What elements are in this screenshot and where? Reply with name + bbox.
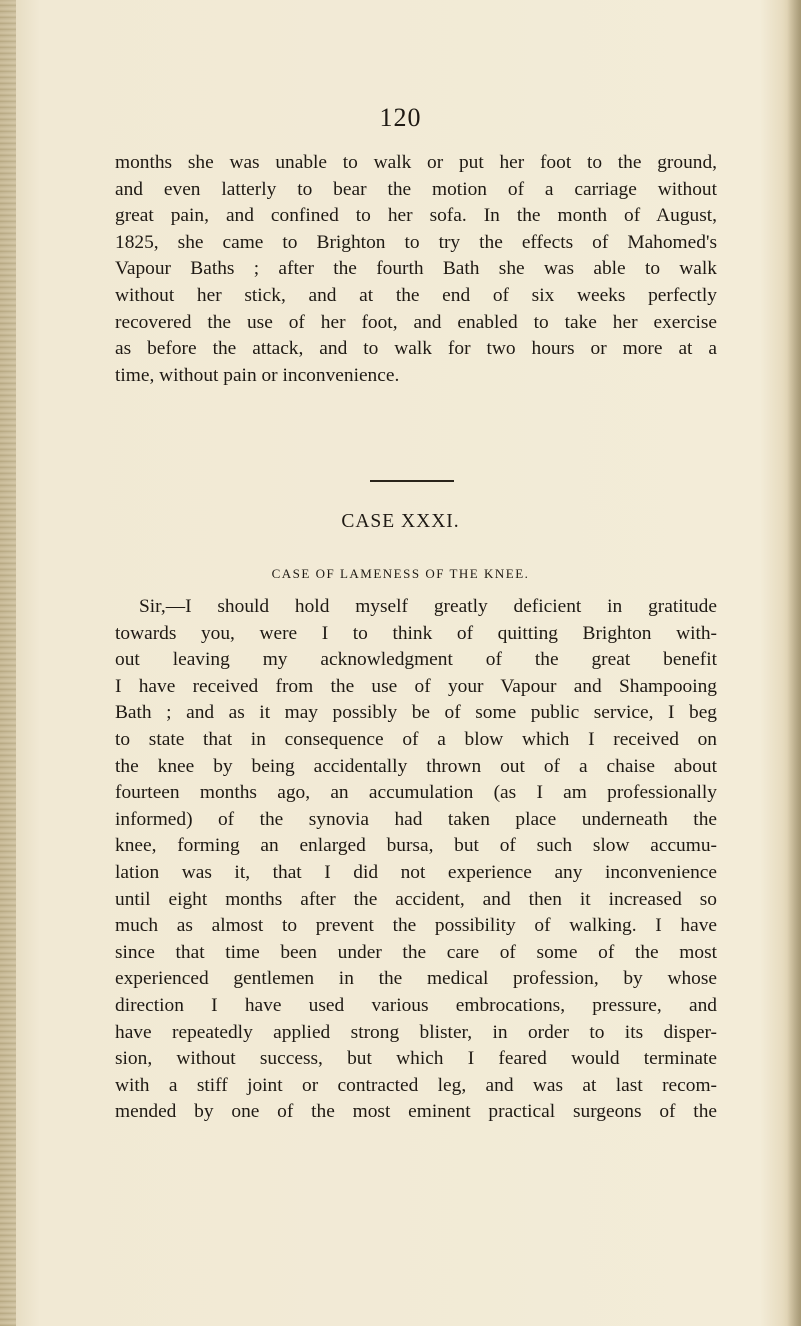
text-line: Bath ; and as it may possibly be of some public service, I beg — [115, 702, 717, 724]
text-line: lation was it, that I did not experience any inconvenience — [115, 861, 717, 883]
page-binding-edge — [0, 0, 16, 1326]
text-line: time, without pain or inconvenience. — [115, 364, 400, 386]
text-line: without her stick, and at the end of six weeks perfectly — [115, 284, 717, 306]
text-line: the knee by being accidentally thrown out of a chaise about — [115, 755, 717, 777]
text-line: have repeatedly applied strong blister, in order to its disper- — [115, 1021, 717, 1043]
text-line: as before the attack, and to walk for two hours or more at a — [115, 338, 717, 360]
top-paragraph — [115, 150, 717, 389]
text-line: and even latterly to bear the motion of a carriage without — [115, 178, 717, 200]
text-line: recovered the use of her foot, and enabled to take her exercise — [115, 311, 717, 333]
text-line: Sir,—I should hold myself greatly deficient in gratitude — [139, 596, 717, 617]
text-line: until eight months after the accident, and then it increased so — [115, 888, 717, 910]
text-line: since that time been under the care of some of the most — [115, 941, 717, 963]
text-line: informed) of the synovia had taken place underneath the — [115, 808, 717, 830]
text-line: months she was unable to walk or put her foot to the ground, — [115, 152, 717, 173]
text-line: to state that in consequence of a blow which I received on — [115, 728, 717, 750]
text-line: mended by one of the most eminent practical surgeons of the — [115, 1101, 717, 1123]
text-line: fourteen months ago, an accumulation (as I am professionally — [115, 782, 717, 804]
text-line: 1825, she came to Brighton to try the effects of Mahomed's — [115, 231, 717, 253]
text-line: great pain, and confined to her sofa. In the month of August, — [115, 205, 717, 227]
case-title: CASE XXXI. — [341, 511, 460, 532]
page-number: 120 — [379, 103, 422, 132]
letter-paragraph — [115, 594, 717, 1126]
text-line: with a stiff joint or contracted leg, and was at last recom- — [115, 1074, 717, 1096]
text-line: much as almost to prevent the possibility of walking. I have — [115, 915, 717, 937]
text-line: towards you, were I to think of quitting Brighton with- — [115, 622, 717, 644]
section-divider — [370, 480, 454, 482]
text-line: knee, forming an enlarged bursa, but of such slow accumu- — [115, 835, 717, 857]
text-line: sion, without success, but which I feared would terminate — [115, 1048, 717, 1070]
text-line: I have received from the use of your Vapour and Shampooing — [115, 675, 717, 697]
text-line: experienced gentlemen in the medical profession, by whose — [115, 968, 717, 990]
page-right-edge — [787, 0, 801, 1326]
text-line: Vapour Baths ; after the fourth Bath she was able to walk — [115, 258, 717, 280]
text-line: out leaving my acknowledgment of the great benefit — [115, 649, 717, 671]
text-line: direction I have used various embrocations, pressure, and — [115, 994, 717, 1016]
case-subtitle: CASE OF LAMENESS OF THE KNEE. — [271, 566, 530, 581]
